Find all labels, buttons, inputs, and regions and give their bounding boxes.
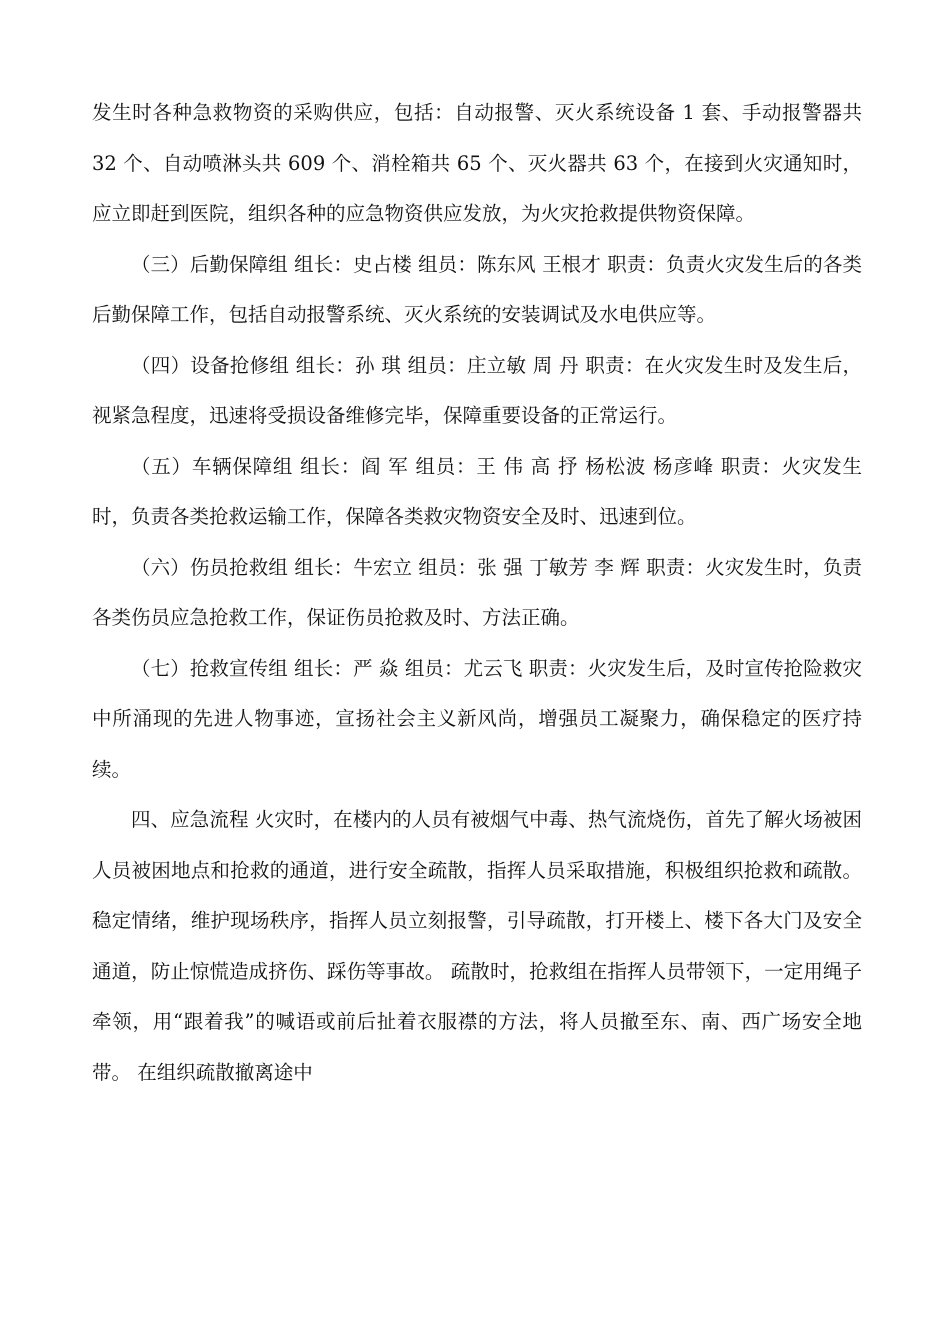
paragraph-vehicle-group: （五）车辆保障组 组长：阎 军 组员：王 伟 高 抒 杨松波 杨彦峰 职责：火灾发生时，负责各类抢救运输工作，保障各类救灾物资安全及时、迅速到位。 [92, 454, 862, 528]
paragraph-emergency-procedure: 四、应急流程 火灾时，在楼内的人员有被烟气中毒、热气流烧伤，首先了解火场被困人员被困地点和抢救的通道，进行安全疏散，指挥人员采取措施，积极组织抢救和疏散。 稳定情绪，维护现场秩序，指挥人员立刻报警，引导疏散，打开楼上、楼下各大门及安全通道，防止惊慌造成挤伤、踩伤等事故。 疏散时，抢救组在指挥人员带领下，一定用绳子牵领，用“跟着我”的喊语或前后扯着衣服襟的方法，将人员撤至东、南、西广场安全地带。 在组织疏散撤离途中 [92, 808, 862, 1084]
paragraph-logistics-group: （三）后勤保障组 组长：史占楼 组员：陈东风 王根才 职责：负责火灾发生后的各类后勤保障工作，包括自动报警系统、灭火系统的安装调试及水电供应等。 [92, 252, 862, 326]
paragraph-publicity-group: （七）抢救宣传组 组长：严 焱 组员：尤云飞 职责：火灾发生后，及时宣传抢险救灾中所涌现的先进人物事迹，宣扬社会主义新风尚，增强员工凝聚力，确保稳定的医疗持续。 [92, 656, 862, 781]
paragraph-equipment-repair-group: （四）设备抢修组 组长：孙 琪 组员：庄立敏 周 丹 职责：在火灾发生时及发生后，视紧急程度，迅速将受损设备维修完毕，保障重要设备的正常运行。 [92, 353, 862, 427]
paragraph-supply-continuation: 发生时各种急救物资的采购供应，包括：自动报警、灭火系统设备 1 套、手动报警器共 32 个、自动喷淋头共 609 个、消栓箱共 65 个、灭火器共 63 个，在接到火灾通知时，应立即赶到医院，组织各种的应急物资供应发放，为火灾抢救提供物资保障。 [92, 101, 862, 225]
document-body [92, 88, 862, 1098]
paragraph-rescue-group: （六）伤员抢救组 组长：牛宏立 组员：张 强 丁敏芳 李 辉 职责：火灾发生时，负责各类伤员应急抢救工作，保证伤员抢救及时、方法正确。 [92, 555, 862, 629]
